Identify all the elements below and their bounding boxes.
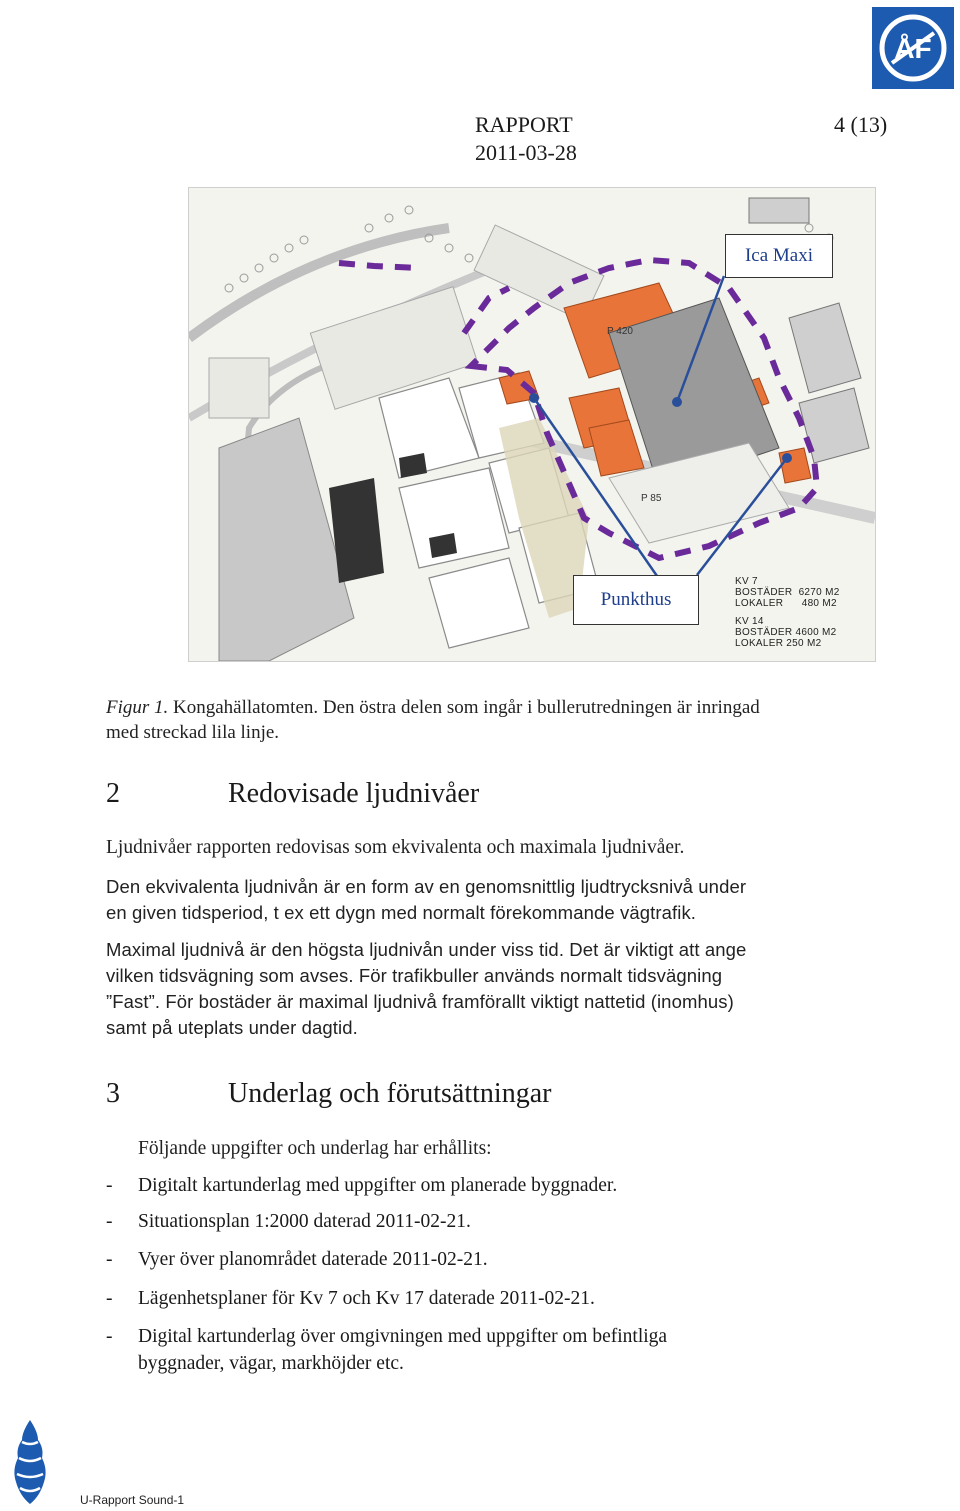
section3-title: Underlag och förutsättningar	[228, 1078, 552, 1109]
footer-template-name: U-Rapport Sound-1	[80, 1493, 185, 1507]
section2-number: 2	[106, 778, 120, 809]
list-item-continuation: byggnader, vägar, markhöjder etc.	[138, 1353, 404, 1374]
section2-para2-line3: ”Fast”. För bostäder är maximal ljudnivå framförallt viktigt nattetid (inomhus)	[106, 991, 734, 1012]
section2-para2-line1: Maximal ljudnivå är den högsta ljudnivån under viss tid. Det är viktigt att ange	[106, 939, 747, 960]
af-logo	[872, 7, 954, 89]
caption-prefix: Figur 1.	[106, 697, 169, 718]
list-item: Digitalt kartunderlag med uppgifter om planerade byggnader.	[138, 1175, 618, 1196]
list-dash: -	[106, 1249, 113, 1270]
kv14-label: KV 14 BOSTÄDER 4600 M2 LOKALER 250 M2	[735, 616, 837, 649]
kv7-label: KV 7 BOSTÄDER 6270 M2 LOKALER 480 M2	[735, 576, 840, 609]
callout-ica-maxi: Ica Maxi	[725, 234, 833, 278]
list-dash: -	[106, 1288, 113, 1309]
site-plan-figure	[188, 187, 876, 662]
list-item: Lägenhetsplaner för Kv 7 och Kv 17 daterade 2011-02-21.	[138, 1288, 595, 1309]
svg-text:ÅF: ÅF	[894, 33, 932, 64]
section2-para1-line2: en given tidsperiod, t ex ett dygn med normalt förekommande vägtrafik.	[106, 902, 697, 923]
section2-para2-line2: vilken tidsvägning som avses. För trafikbuller används normalt tidsvägning	[106, 965, 723, 986]
caption-line2: med streckad lila linje.	[106, 722, 280, 743]
shell-logo	[8, 1418, 52, 1506]
section3-intro: Följande uppgifter och underlag har erhållits:	[138, 1138, 492, 1159]
svg-text:P 420: P 420	[607, 326, 633, 337]
list-item: Situationsplan 1:2000 daterad 2011-02-21.	[138, 1211, 471, 1232]
section2-para2-line4: samt på uteplats under dagtid.	[106, 1017, 358, 1038]
list-dash: -	[106, 1326, 113, 1347]
shell-icon	[8, 1418, 52, 1506]
list-item: Vyer över planområdet daterade 2011-02-21.	[138, 1249, 488, 1270]
section3-number: 3	[106, 1078, 120, 1109]
page-number: 4 (13)	[834, 112, 888, 137]
figure-caption	[106, 695, 866, 745]
list-item: Digital kartunderlag över omgivningen med uppgifter om befintliga	[138, 1326, 668, 1347]
section2-title: Redovisade ljudnivåer	[228, 778, 480, 809]
list-dash: -	[106, 1175, 113, 1196]
list-dash: -	[106, 1211, 113, 1232]
svg-text:P 85: P 85	[641, 493, 662, 504]
section2-para1-line1: Den ekvivalenta ljudnivån är en form av en genomsnittlig ljudtrycksnivå under	[106, 876, 747, 897]
caption-text: Kongahällatomten. Den östra delen som ingår i bullerutredningen är inringad	[168, 697, 760, 718]
report-date: 2011-03-28	[475, 140, 577, 165]
section2-intro: Ljudnivåer rapporten redovisas som ekvivalenta och maximala ljudnivåer.	[106, 837, 685, 858]
af-logo-icon	[872, 7, 954, 89]
report-title: RAPPORT	[475, 112, 573, 137]
callout-punkthus: Punkthus	[573, 575, 699, 625]
